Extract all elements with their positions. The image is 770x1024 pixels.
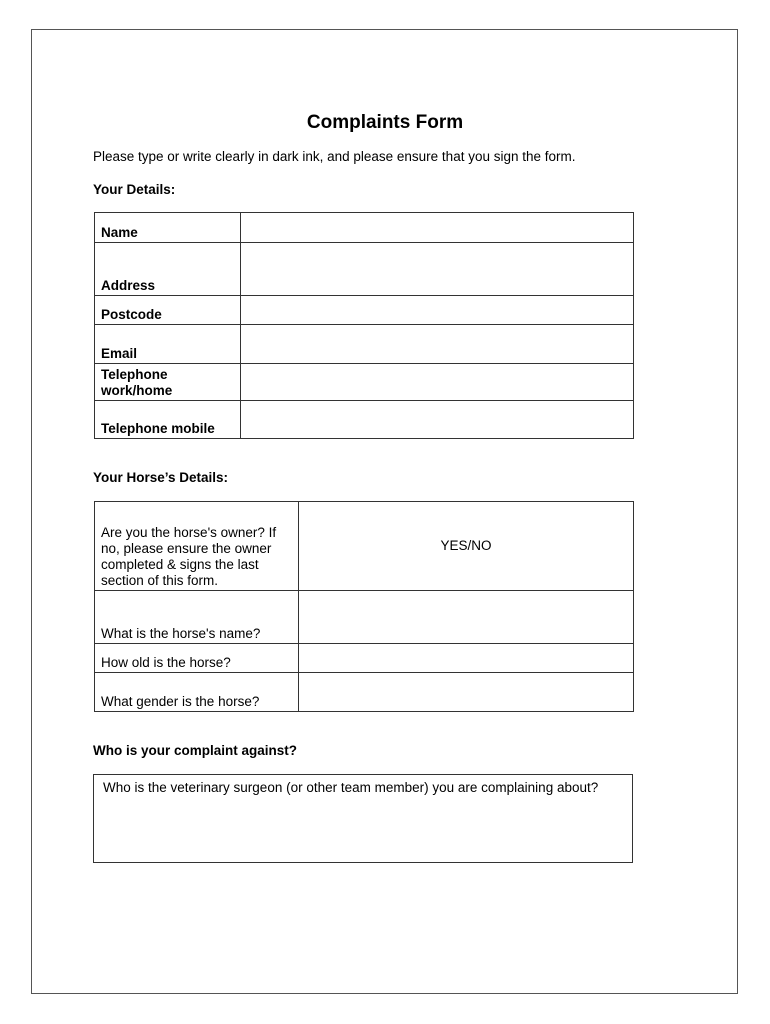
table-row	[95, 243, 634, 296]
horse-details-heading: Your Horse’s Details:	[93, 470, 229, 485]
horse-owner-label: Are you the horse's owner? If no, please ensure the owner completed & signs the last section of this form.	[95, 502, 299, 591]
table-row	[95, 673, 634, 712]
postcode-label: Postcode	[95, 296, 241, 325]
telephone-work-home-label: Telephone work/home	[95, 364, 241, 401]
horse-name-label: What is the horse's name?	[95, 591, 299, 644]
horse-gender-field[interactable]	[299, 673, 634, 712]
intro-text: Please type or write clearly in dark ink, and please ensure that you sign the form.	[93, 149, 576, 164]
telephone-mobile-label: Telephone mobile	[95, 401, 241, 439]
name-label: Name	[95, 213, 241, 243]
email-field[interactable]	[241, 325, 634, 364]
table-row	[95, 325, 634, 364]
address-field[interactable]	[241, 243, 634, 296]
telephone-mobile-field[interactable]	[241, 401, 634, 439]
complaint-against-field[interactable]	[93, 774, 633, 863]
table-row	[95, 591, 634, 644]
table-row	[95, 644, 634, 673]
complaint-heading: Who is your complaint against?	[93, 743, 298, 758]
telephone-work-home-field[interactable]	[241, 364, 634, 401]
your-details-heading: Your Details:	[93, 182, 176, 197]
table-row	[95, 502, 634, 591]
horse-owner-yes-no-field[interactable]: YES/NO	[299, 502, 634, 591]
your-details-table	[94, 212, 634, 439]
postcode-field[interactable]	[241, 296, 634, 325]
horse-age-label: How old is the horse?	[95, 644, 299, 673]
name-field[interactable]	[241, 213, 634, 243]
table-row	[95, 364, 634, 401]
address-label: Address	[95, 243, 241, 296]
table-row	[95, 401, 634, 439]
page-title: Complaints Form	[306, 112, 464, 133]
complaint-prompt: Who is the veterinary surgeon (or other team member) you are complaining about?	[103, 780, 599, 795]
horse-age-field[interactable]	[299, 644, 634, 673]
horse-gender-label: What gender is the horse?	[95, 673, 299, 712]
horse-details-table	[94, 501, 634, 712]
email-label: Email	[95, 325, 241, 364]
horse-name-field[interactable]	[299, 591, 634, 644]
table-row	[95, 213, 634, 243]
table-row	[95, 296, 634, 325]
